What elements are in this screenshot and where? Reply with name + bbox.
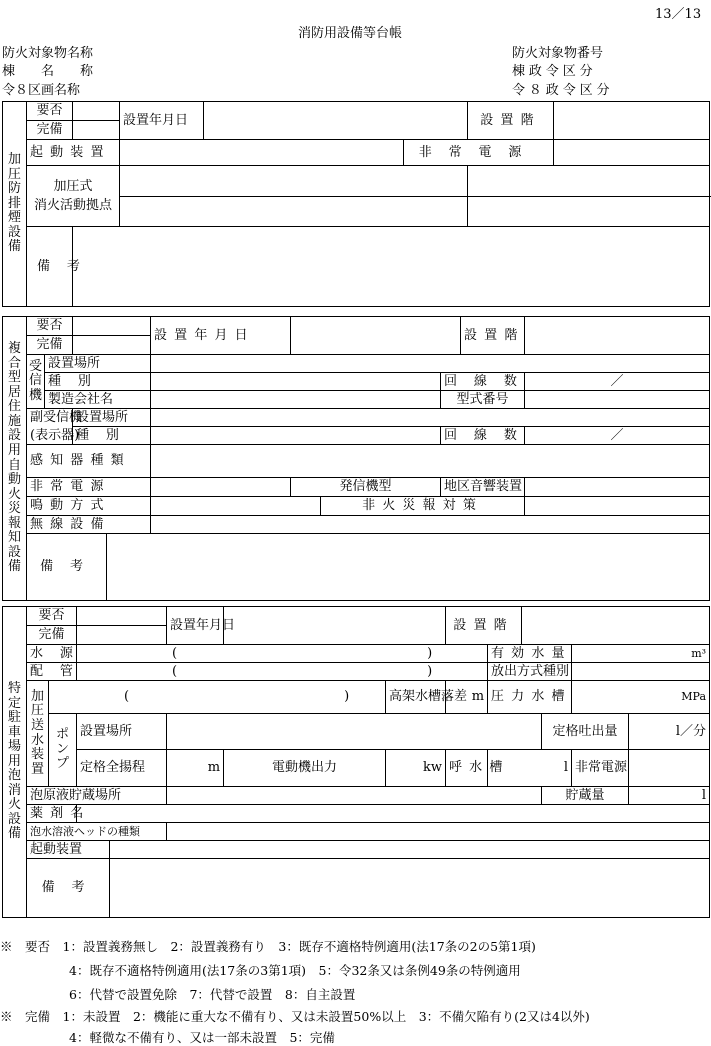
- kido-value-3[interactable]: [110, 841, 710, 859]
- yohi-value-3[interactable]: [77, 607, 167, 626]
- setchi-kai-value[interactable]: [554, 102, 710, 140]
- suigen-value: ( ): [77, 645, 488, 663]
- yohi-label-2: 要否: [27, 317, 73, 336]
- section-parking-foam: [2, 606, 710, 918]
- meido-value[interactable]: [151, 497, 321, 516]
- setchi-date-value-2[interactable]: [291, 317, 461, 355]
- kokasui-label: 高架水槽落差: [386, 681, 446, 714]
- hoshutsu-label: 放出方式種別: [488, 663, 572, 681]
- awa-head-label: 泡水溶液ヘッドの種類: [27, 823, 167, 841]
- kaatsu-paren: ( ): [49, 681, 386, 714]
- header-right-2: 令８政令区分: [512, 83, 614, 98]
- teikaku-label: 定格吐出量: [542, 714, 629, 750]
- kanbi-label: 完備: [27, 121, 73, 140]
- kaatsu-label-3: 加圧送水装置: [27, 681, 49, 787]
- header-right-1: 棟政令区分: [512, 64, 597, 79]
- setchi-date-value[interactable]: [204, 102, 468, 140]
- haikan-label: 配管: [27, 663, 77, 681]
- hijo-dengen-label-2: 非常電源: [27, 478, 151, 497]
- hijo-dengen-label: 非常電源: [404, 140, 554, 166]
- chozoryo-label: 貯蔵量: [542, 787, 629, 805]
- biko-label-3: 備考: [27, 859, 110, 918]
- meido-label: 鳴動方式: [27, 497, 151, 516]
- atsuryoku-label: 圧力水槽: [488, 681, 572, 714]
- kaatsu-value-4[interactable]: [468, 197, 710, 227]
- kokasui-value[interactable]: m: [446, 681, 488, 714]
- hikasai-label: 非火災報対策: [321, 497, 525, 516]
- kido-label: 起動装置: [27, 140, 120, 166]
- setchi-kai-label-3: 設置階: [446, 607, 522, 645]
- koshuisou-label: 呼水槽: [446, 750, 488, 787]
- hijo-dengen-value-2[interactable]: [151, 478, 291, 497]
- yuko-value[interactable]: m³: [572, 645, 710, 663]
- hoshutsu-value[interactable]: [572, 663, 710, 681]
- fuku-kaisensu-value[interactable]: ／: [525, 427, 710, 445]
- yakuzai-label: 薬剤名: [27, 805, 77, 823]
- kanbi-value-2[interactable]: [73, 336, 151, 355]
- yuko-label: 有効水量: [488, 645, 572, 663]
- kaisensu-label: 回線数: [441, 373, 525, 391]
- kido-label-3: 起動装置: [27, 841, 110, 859]
- header-left-2: 令８区画名称: [2, 83, 81, 98]
- yohi-value[interactable]: [73, 102, 120, 121]
- kaatsu-label: 加圧式 消火活動拠点: [27, 166, 120, 227]
- setchi-basho-value[interactable]: [151, 355, 710, 373]
- katashiki-value[interactable]: [525, 391, 710, 409]
- chozoryo-value[interactable]: l: [629, 787, 710, 805]
- dendoki-label: 電動機出力: [224, 750, 386, 787]
- fuku-basho-value[interactable]: [151, 409, 710, 427]
- shubetsu-label: 種別: [45, 373, 151, 391]
- awagen-value[interactable]: [167, 787, 542, 805]
- biko-value-2[interactable]: [107, 534, 710, 601]
- kanbi-value-3[interactable]: [77, 626, 167, 645]
- header-left-0: 防火対象物名称: [2, 46, 94, 61]
- fuku-kaisensu-label: 回線数: [441, 427, 525, 445]
- note-yohi-2: 4：既存不適格特例適用(法17条の3第1項) 5：令32条又は条例49条の特例適用: [69, 963, 521, 978]
- kido-value[interactable]: [120, 140, 404, 166]
- header-right-0: 防火対象物番号: [512, 46, 604, 61]
- setchi-kai-label: 設置階: [468, 102, 554, 140]
- pump-setchi-label: 設置場所: [77, 714, 167, 750]
- teikaku-value[interactable]: l／分: [629, 714, 710, 750]
- section2-title: 複合型居住施設用自動火災報知設備: [3, 317, 27, 601]
- chiku-label: 地区音響装置: [441, 478, 525, 497]
- section-pressurized-smoke: [2, 101, 710, 307]
- musen-label: 無線設備: [27, 516, 151, 534]
- yohi-value-2[interactable]: [73, 317, 151, 336]
- note-kanbi-1: ※ 完備 1：未設置 2：機能に重大な不備有り、又は未設置50%以上 3：不備欠陥有り(2又は4以外): [0, 1009, 590, 1024]
- koshuisou-value[interactable]: l: [488, 750, 572, 787]
- awagen-label: 泡原液貯蔵場所: [27, 787, 167, 805]
- setchi-kai-value-2[interactable]: [525, 317, 710, 355]
- kaatsu-value-2[interactable]: [468, 166, 710, 197]
- setchi-date-value-3[interactable]: [224, 607, 446, 645]
- kanbi-label-2: 完備: [27, 336, 73, 355]
- setchi-kai-label-2: 設置階: [461, 317, 525, 355]
- yotei-label: 定格全揚程: [77, 750, 167, 787]
- shubetsu-value[interactable]: [151, 373, 441, 391]
- awa-head-value[interactable]: [167, 823, 710, 841]
- setchi-basho-label: 設置場所: [45, 355, 151, 373]
- section-complex-fire-alarm: [2, 316, 710, 601]
- section3-title: 特定駐車場用泡消火設備: [3, 607, 27, 918]
- kanbi-value[interactable]: [73, 121, 120, 140]
- header-left-1: 棟 名 称: [2, 64, 94, 79]
- note-yohi-1: ※ 要否 1：設置義務無し 2：設置義務有り 3：既存不適格特例適用(法17条の2の5第1項): [0, 939, 536, 954]
- atsuryoku-value[interactable]: MPa: [572, 681, 710, 714]
- hijo-dengen-value[interactable]: [554, 140, 710, 166]
- page-title: 消防用設備等台帳: [298, 26, 403, 41]
- fuku-label: 副受信機 (表示器): [27, 409, 73, 445]
- fuku-basho-label: 設置場所: [73, 409, 151, 427]
- biko-label-2: 備考: [27, 534, 107, 601]
- yakuzai-value[interactable]: [77, 805, 710, 823]
- jushinki-label: 受信機: [27, 355, 45, 409]
- haikan-value: ( ): [77, 663, 488, 681]
- hikasai-value[interactable]: [525, 497, 710, 516]
- seizo-value[interactable]: [151, 391, 441, 409]
- kanchiki-label: 感知器種類: [27, 445, 151, 478]
- fuku-shubetsu-value[interactable]: [151, 427, 441, 445]
- biko-value-3[interactable]: [110, 859, 710, 918]
- section1-title: 加圧防排煙設備: [3, 102, 27, 307]
- hijo-dengen-value-3[interactable]: [629, 750, 710, 787]
- biko-label: 備考: [27, 227, 73, 307]
- setchi-kai-value-3[interactable]: [522, 607, 710, 645]
- yohi-label-3: 要否: [27, 607, 77, 626]
- chiku-value[interactable]: [525, 478, 710, 497]
- seizo-label: 製造会社名: [45, 391, 151, 409]
- pump-setchi-value[interactable]: [167, 714, 542, 750]
- pump-label: ポンプ: [49, 714, 77, 787]
- suigen-label: 水源: [27, 645, 77, 663]
- setchi-date-label-3: 設置年月日: [167, 607, 224, 645]
- hasshin-label: 発信機型: [291, 478, 441, 497]
- kaisensu-value[interactable]: ／: [525, 373, 710, 391]
- page-number: 13／13: [655, 7, 702, 22]
- dendoki-value[interactable]: kw: [386, 750, 446, 787]
- yotei-value[interactable]: m: [167, 750, 224, 787]
- kanbi-label-3: 完備: [27, 626, 77, 645]
- note-kanbi-2: 4：軽微な不備有り、又は一部未設置 5：完備: [69, 1030, 335, 1045]
- fuku-shubetsu-label: 種別: [73, 427, 151, 445]
- yohi-label: 要否: [27, 102, 73, 121]
- setchi-date-label: 設置年月日: [120, 102, 204, 140]
- kaatsu-value-3[interactable]: [120, 197, 468, 227]
- musen-value[interactable]: [151, 516, 710, 534]
- kanchiki-value[interactable]: [151, 445, 710, 478]
- biko-value[interactable]: [73, 227, 710, 307]
- note-yohi-3: 6：代替で設置免除 7：代替で設置 8：自主設置: [69, 987, 356, 1002]
- katashiki-label: 型式番号: [441, 391, 525, 409]
- setchi-date-label-2: 設置年月日: [151, 317, 291, 355]
- kaatsu-value-1[interactable]: [120, 166, 468, 197]
- hijo-dengen-label-3: 非常電源: [572, 750, 629, 787]
